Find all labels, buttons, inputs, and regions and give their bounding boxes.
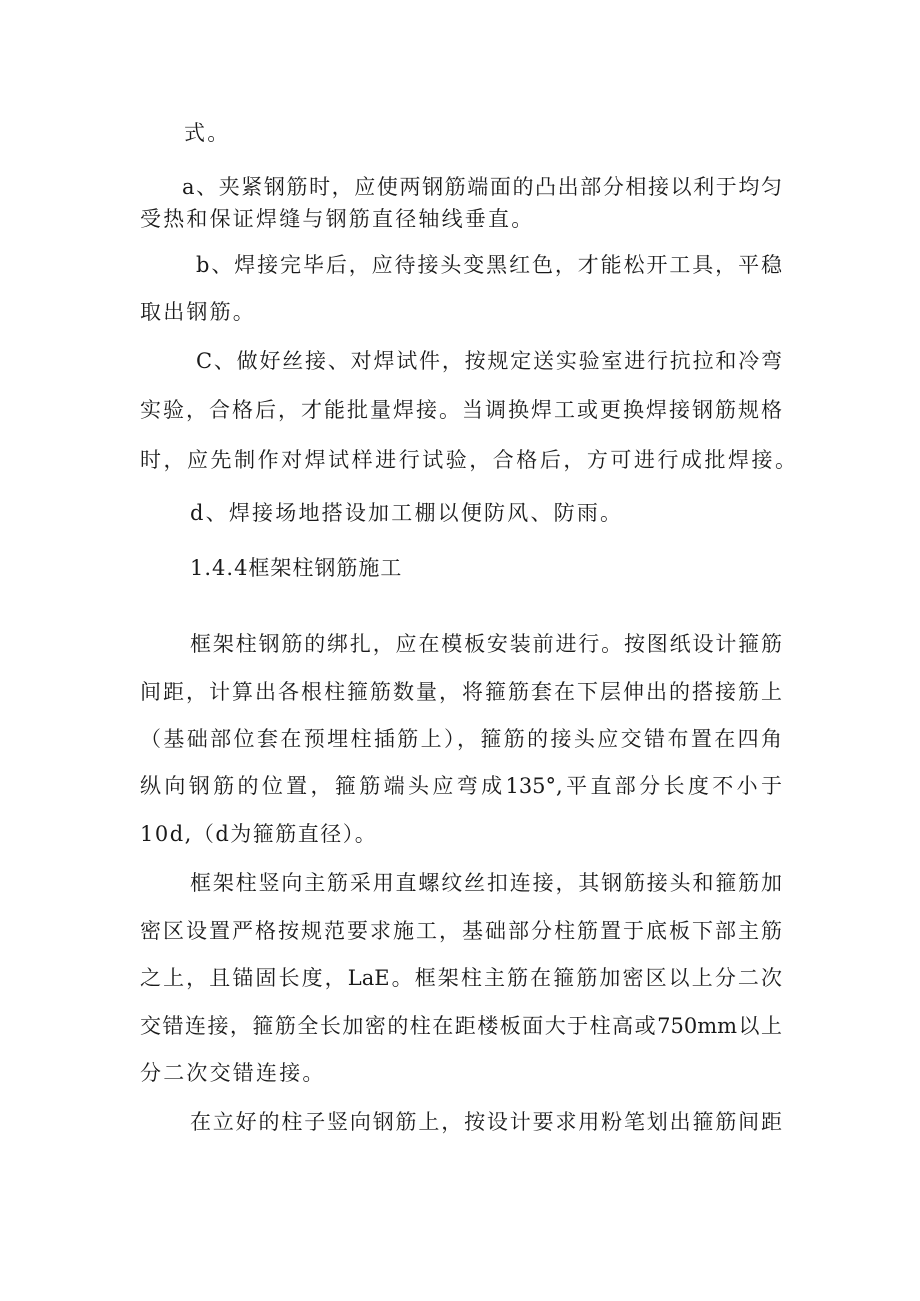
text-line: 交错连接，箍筋全长加密的柱在距楼板面大于柱高或750mm以上 (140, 1014, 782, 1038)
text-line: a、夹紧钢筋时，应使两钢筋端面的凸出部分相接以利于均匀 (182, 175, 782, 199)
text-line: 纵向钢筋的位置，箍筋端头应弯成135°,平直部分长度不小于 (140, 774, 782, 798)
section-heading: 1.4.4框架柱钢筋施工 (190, 556, 403, 580)
text-line: 框架柱竖向主筋采用直螺纹丝扣连接，其钢筋接头和箍筋加 (190, 871, 782, 895)
text-line: 分二次交错连接。 (140, 1061, 326, 1085)
text-line: 受热和保证焊缝与钢筋直径轴线垂直。 (140, 207, 535, 231)
text-line: （基础部位套在预埋柱插筋上），箍筋的接头应交错布置在四角 (140, 727, 782, 751)
text-line: 之上，且锚固长度，LaE。框架柱主筋在箍筋加密区以上分二次 (140, 966, 782, 990)
text-line: 在立好的柱子竖向钢筋上，按设计要求用粉笔划出箍筋间距 (190, 1110, 782, 1134)
text-line: 间距，计算出各根柱箍筋数量，将箍筋套在下层伸出的搭接筋上 (140, 680, 782, 704)
text-line: 密区设置严格按规范要求施工，基础部分柱筋置于底板下部主筋 (140, 919, 782, 943)
text-line: 10d,（d为箍筋直径）。 (140, 822, 378, 846)
text-line: 取出钢筋。 (140, 300, 256, 324)
text-line: 实验，合格后，才能批量焊接。当调换焊工或更换焊接钢筋规格 (140, 398, 782, 422)
text-line: d、焊接场地搭设加工棚以便防风、防雨。 (190, 501, 624, 525)
text-line: 式。 (184, 121, 231, 145)
text-line: b、焊接完毕后，应待接头变黑红色，才能松开工具，平稳 (196, 253, 782, 277)
text-line: C、做好丝接、对焊试件，按规定送实验室进行抗拉和冷弯 (196, 349, 782, 373)
text-line: 框架柱钢筋的绑扎，应在模板安装前进行。按图纸设计箍筋 (190, 632, 782, 656)
text-line: 时，应先制作对焊试样进行试验，合格后，方可进行成批焊接。 (140, 448, 796, 472)
